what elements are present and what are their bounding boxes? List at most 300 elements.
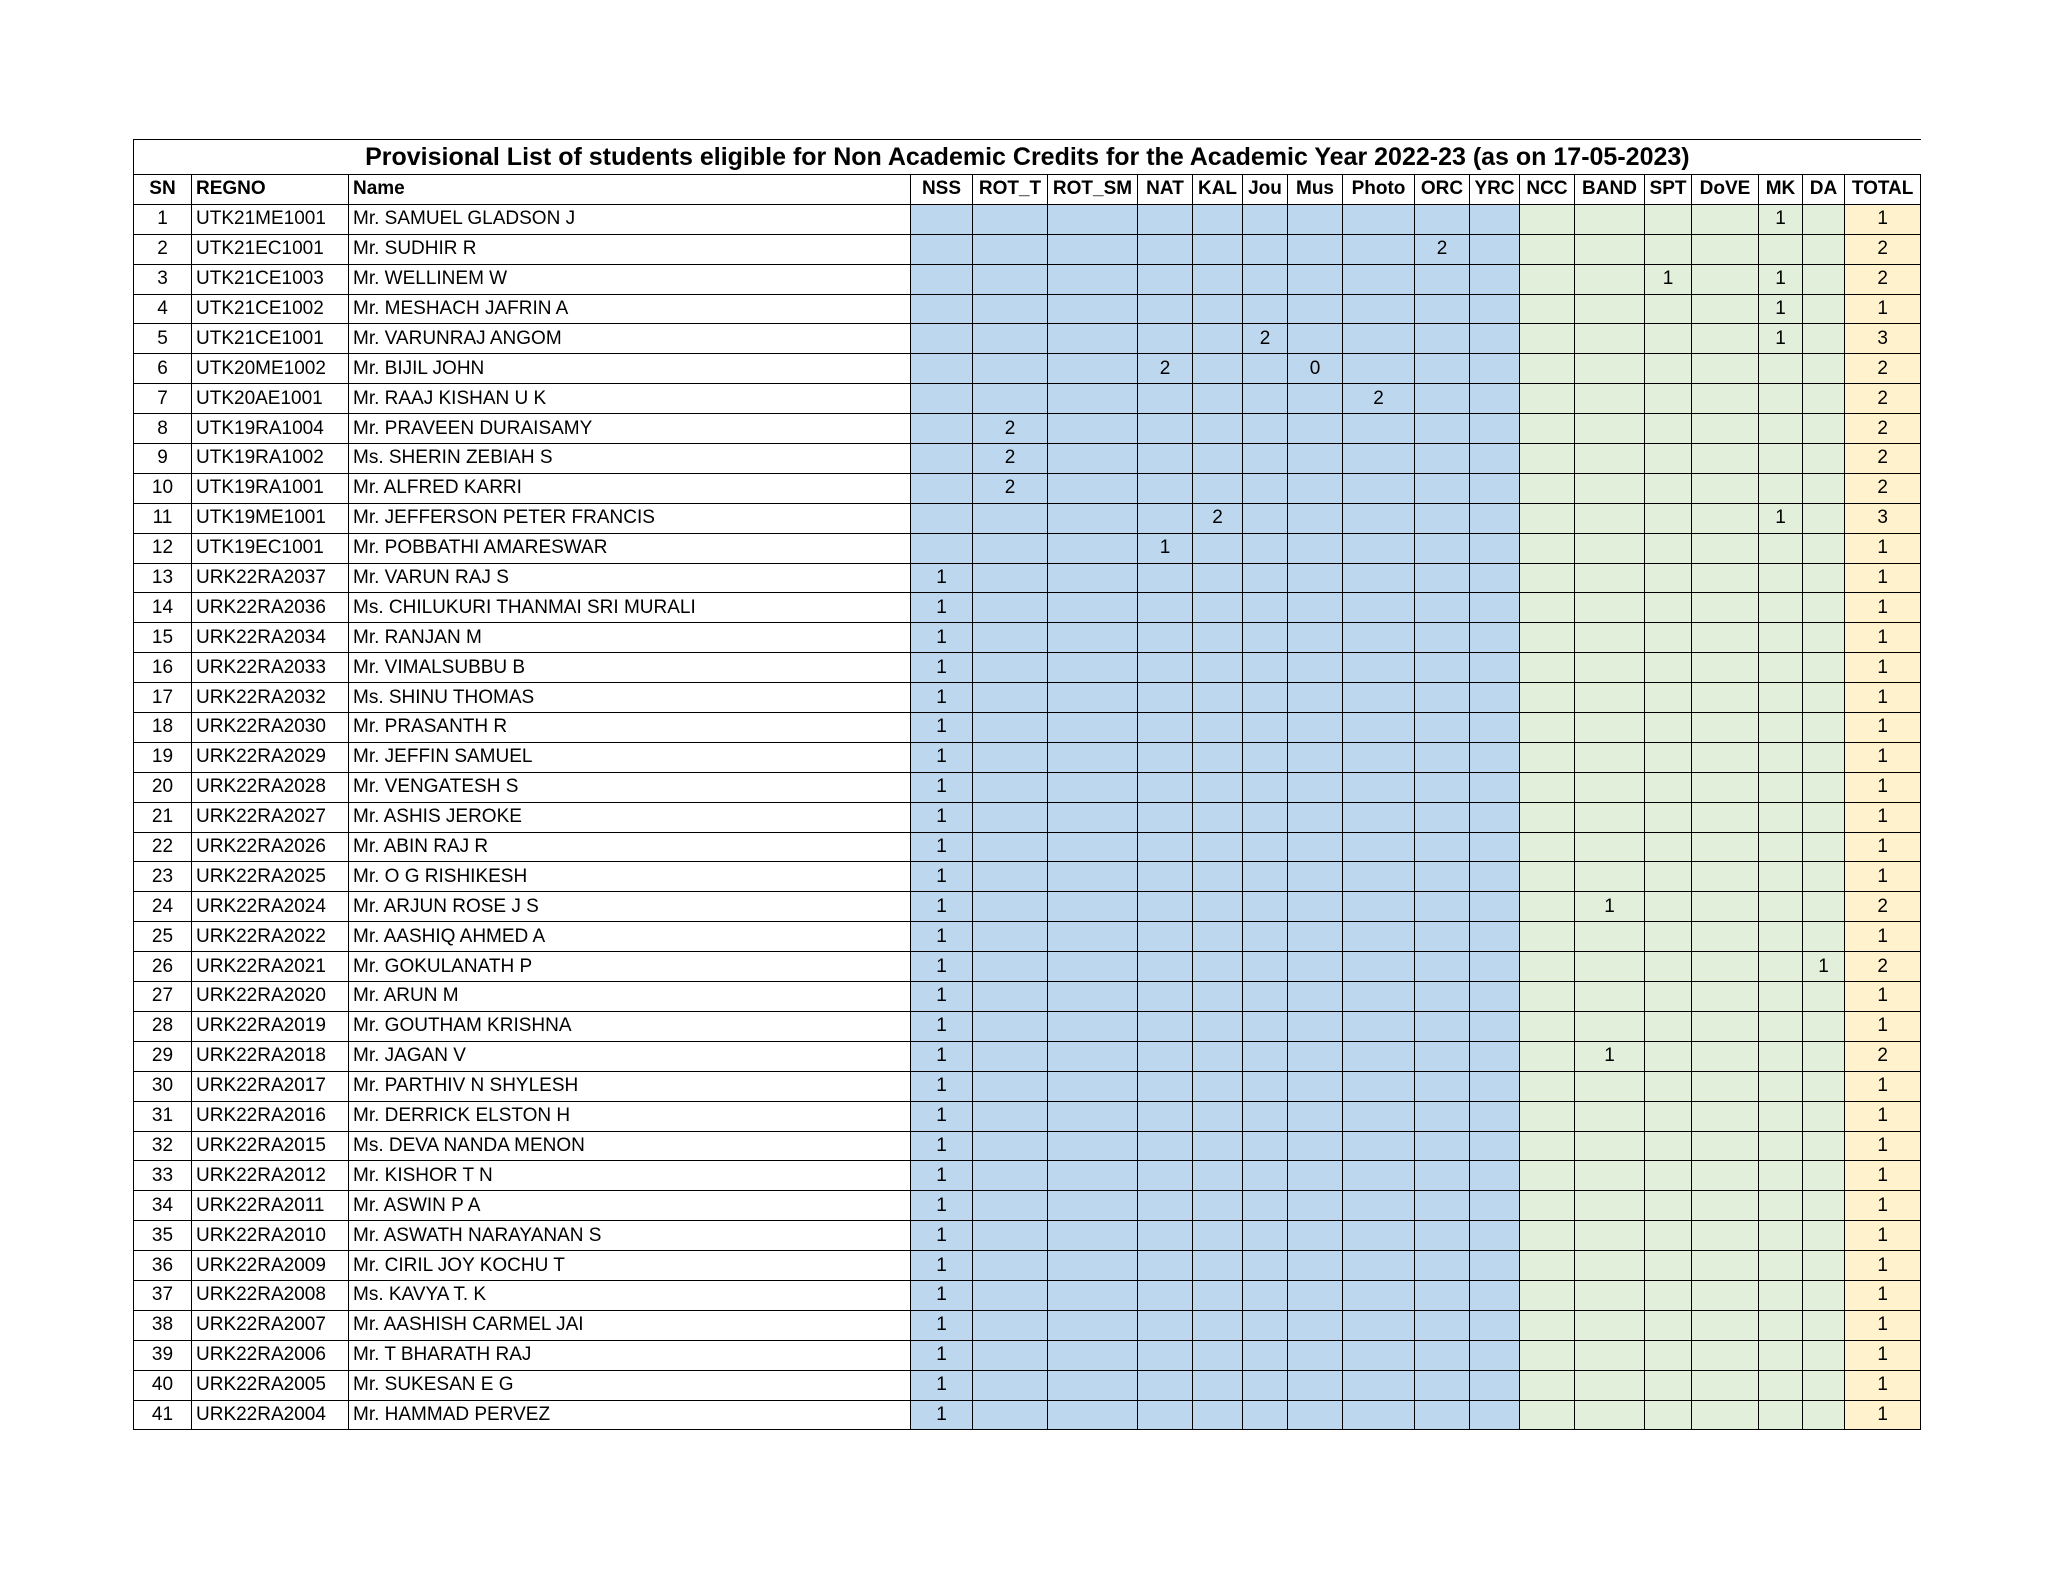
- cell-band: [1575, 264, 1645, 294]
- cell-photo: [1343, 653, 1415, 683]
- cell-da: [1803, 862, 1845, 892]
- cell-photo: [1343, 354, 1415, 384]
- cell-mk: [1759, 742, 1803, 772]
- cell-orc: [1415, 922, 1470, 952]
- cell-name: Mr. GOUTHAM KRISHNA: [349, 1011, 911, 1041]
- cell-band: [1575, 1370, 1645, 1400]
- cell-rot-t: [973, 862, 1048, 892]
- cell-photo: [1343, 593, 1415, 623]
- cell-da: [1803, 713, 1845, 743]
- cell-ncc: [1520, 593, 1575, 623]
- cell-spt: [1645, 294, 1692, 324]
- cell-da: [1803, 892, 1845, 922]
- cell-rot-sm: [1048, 593, 1138, 623]
- cell-nat: [1138, 713, 1193, 743]
- cell-rot-sm: [1048, 354, 1138, 384]
- cell-nss: 1: [911, 1101, 973, 1131]
- cell-mk: [1759, 772, 1803, 802]
- cell-rot-sm: [1048, 623, 1138, 653]
- cell-regno: UTK20ME1002: [192, 354, 349, 384]
- column-header-spt: SPT: [1645, 175, 1692, 205]
- cell-nat: [1138, 892, 1193, 922]
- cell-total: 1: [1845, 982, 1921, 1012]
- cell-yrc: [1470, 414, 1520, 444]
- cell-da: [1803, 832, 1845, 862]
- cell-kal: [1193, 294, 1243, 324]
- cell-da: [1803, 1101, 1845, 1131]
- cell-photo: [1343, 922, 1415, 952]
- cell-rot-sm: [1048, 503, 1138, 533]
- cell-dove: [1692, 1191, 1759, 1221]
- cell-jou: [1243, 1041, 1288, 1071]
- cell-spt: [1645, 473, 1692, 503]
- cell-jou: [1243, 1161, 1288, 1191]
- cell-regno: URK22RA2029: [192, 742, 349, 772]
- cell-yrc: [1470, 862, 1520, 892]
- cell-mk: 1: [1759, 294, 1803, 324]
- cell-mus: [1288, 473, 1343, 503]
- cell-spt: [1645, 384, 1692, 414]
- cell-total: 1: [1845, 1101, 1921, 1131]
- cell-kal: [1193, 1370, 1243, 1400]
- cell-total: 3: [1845, 324, 1921, 354]
- cell-da: [1803, 802, 1845, 832]
- cell-sn: 27: [134, 982, 192, 1012]
- cell-spt: [1645, 1041, 1692, 1071]
- cell-rot-t: [973, 1161, 1048, 1191]
- cell-mus: [1288, 653, 1343, 683]
- cell-kal: [1193, 1191, 1243, 1221]
- cell-photo: [1343, 1041, 1415, 1071]
- cell-name: Mr. VARUNRAJ ANGOM: [349, 324, 911, 354]
- cell-ncc: [1520, 892, 1575, 922]
- cell-total: 1: [1845, 713, 1921, 743]
- table-row: [134, 1251, 1921, 1281]
- cell-kal: [1193, 563, 1243, 593]
- cell-total: 2: [1845, 444, 1921, 474]
- cell-jou: [1243, 1191, 1288, 1221]
- cell-dove: [1692, 1280, 1759, 1310]
- cell-rot-t: [973, 1101, 1048, 1131]
- cell-rot-t: [973, 593, 1048, 623]
- cell-total: 1: [1845, 742, 1921, 772]
- cell-rot-t: 2: [973, 444, 1048, 474]
- cell-nss: [911, 204, 973, 234]
- cell-spt: [1645, 1131, 1692, 1161]
- cell-nat: [1138, 1011, 1193, 1041]
- cell-nss: 1: [911, 892, 973, 922]
- cell-rot-t: [973, 952, 1048, 982]
- cell-kal: [1193, 653, 1243, 683]
- cell-yrc: [1470, 264, 1520, 294]
- cell-yrc: [1470, 772, 1520, 802]
- cell-photo: [1343, 1191, 1415, 1221]
- column-header-kal: KAL: [1193, 175, 1243, 205]
- cell-yrc: [1470, 324, 1520, 354]
- cell-rot-t: [973, 384, 1048, 414]
- cell-regno: UTK19RA1002: [192, 444, 349, 474]
- cell-jou: [1243, 892, 1288, 922]
- cell-sn: 20: [134, 772, 192, 802]
- cell-nat: [1138, 862, 1193, 892]
- cell-nss: 1: [911, 623, 973, 653]
- cell-jou: [1243, 1251, 1288, 1281]
- table-row: [134, 1310, 1921, 1340]
- table-row: [134, 952, 1921, 982]
- cell-nss: [911, 264, 973, 294]
- cell-name: Mr. O G RISHIKESH: [349, 862, 911, 892]
- cell-yrc: [1470, 623, 1520, 653]
- cell-name: Mr. ABIN RAJ R: [349, 832, 911, 862]
- cell-jou: [1243, 1400, 1288, 1430]
- cell-da: [1803, 1191, 1845, 1221]
- cell-spt: [1645, 1071, 1692, 1101]
- cell-spt: [1645, 1251, 1692, 1281]
- table-row: [134, 1340, 1921, 1370]
- cell-jou: [1243, 952, 1288, 982]
- cell-band: [1575, 503, 1645, 533]
- cell-regno: UTK21EC1001: [192, 234, 349, 264]
- cell-mus: [1288, 1221, 1343, 1251]
- cell-kal: [1193, 384, 1243, 414]
- cell-kal: [1193, 713, 1243, 743]
- cell-da: [1803, 234, 1845, 264]
- cell-band: [1575, 294, 1645, 324]
- cell-nat: [1138, 1161, 1193, 1191]
- cell-regno: URK22RA2016: [192, 1101, 349, 1131]
- cell-spt: [1645, 892, 1692, 922]
- cell-regno: URK22RA2027: [192, 802, 349, 832]
- cell-regno: UTK19ME1001: [192, 503, 349, 533]
- cell-da: [1803, 503, 1845, 533]
- column-header-nat: NAT: [1138, 175, 1193, 205]
- cell-jou: [1243, 414, 1288, 444]
- cell-mus: 0: [1288, 354, 1343, 384]
- table-row: [134, 832, 1921, 862]
- column-header-photo: Photo: [1343, 175, 1415, 205]
- cell-spt: [1645, 1161, 1692, 1191]
- cell-ncc: [1520, 802, 1575, 832]
- cell-kal: [1193, 264, 1243, 294]
- cell-ncc: [1520, 1251, 1575, 1281]
- cell-spt: [1645, 503, 1692, 533]
- cell-regno: UTK21ME1001: [192, 204, 349, 234]
- cell-rot-t: [973, 1400, 1048, 1430]
- cell-sn: 9: [134, 444, 192, 474]
- cell-rot-t: [973, 653, 1048, 683]
- cell-photo: [1343, 294, 1415, 324]
- cell-ncc: [1520, 1191, 1575, 1221]
- cell-photo: [1343, 234, 1415, 264]
- cell-jou: [1243, 384, 1288, 414]
- cell-jou: [1243, 294, 1288, 324]
- cell-photo: [1343, 772, 1415, 802]
- cell-dove: [1692, 414, 1759, 444]
- cell-orc: [1415, 1251, 1470, 1281]
- column-header-name: Name: [349, 175, 911, 205]
- cell-rot-t: [973, 1310, 1048, 1340]
- cell-ncc: [1520, 1310, 1575, 1340]
- cell-jou: [1243, 922, 1288, 952]
- cell-mus: [1288, 623, 1343, 653]
- cell-yrc: [1470, 1191, 1520, 1221]
- cell-orc: 2: [1415, 234, 1470, 264]
- cell-yrc: [1470, 683, 1520, 713]
- cell-regno: URK22RA2017: [192, 1071, 349, 1101]
- cell-band: [1575, 473, 1645, 503]
- cell-nss: 1: [911, 593, 973, 623]
- cell-rot-sm: [1048, 802, 1138, 832]
- cell-ncc: [1520, 563, 1575, 593]
- cell-da: [1803, 982, 1845, 1012]
- cell-da: [1803, 1161, 1845, 1191]
- cell-yrc: [1470, 653, 1520, 683]
- cell-kal: [1193, 1041, 1243, 1071]
- cell-photo: [1343, 1011, 1415, 1041]
- cell-jou: [1243, 862, 1288, 892]
- cell-band: [1575, 982, 1645, 1012]
- cell-regno: URK22RA2009: [192, 1251, 349, 1281]
- cell-total: 1: [1845, 1280, 1921, 1310]
- cell-nss: 1: [911, 1071, 973, 1101]
- cell-nat: [1138, 683, 1193, 713]
- cell-da: [1803, 683, 1845, 713]
- cell-orc: [1415, 1071, 1470, 1101]
- cell-ncc: [1520, 384, 1575, 414]
- cell-yrc: [1470, 922, 1520, 952]
- cell-jou: [1243, 772, 1288, 802]
- header-row: [134, 175, 1921, 205]
- cell-jou: [1243, 1340, 1288, 1370]
- cell-dove: [1692, 952, 1759, 982]
- cell-regno: URK22RA2020: [192, 982, 349, 1012]
- table-row: [134, 683, 1921, 713]
- cell-rot-sm: [1048, 772, 1138, 802]
- cell-jou: [1243, 1101, 1288, 1131]
- cell-ncc: [1520, 1101, 1575, 1131]
- cell-mk: [1759, 1131, 1803, 1161]
- cell-band: [1575, 324, 1645, 354]
- cell-jou: [1243, 713, 1288, 743]
- cell-mk: [1759, 683, 1803, 713]
- cell-kal: [1193, 1071, 1243, 1101]
- cell-total: 1: [1845, 922, 1921, 952]
- cell-mk: [1759, 862, 1803, 892]
- cell-name: Ms. SHERIN ZEBIAH S: [349, 444, 911, 474]
- cell-jou: [1243, 234, 1288, 264]
- cell-dove: [1692, 1400, 1759, 1430]
- cell-nss: [911, 473, 973, 503]
- cell-spt: [1645, 713, 1692, 743]
- cell-band: [1575, 1221, 1645, 1251]
- table-row: [134, 623, 1921, 653]
- table-row: [134, 354, 1921, 384]
- cell-nss: 1: [911, 1310, 973, 1340]
- cell-nat: [1138, 1370, 1193, 1400]
- cell-dove: [1692, 1011, 1759, 1041]
- cell-ncc: [1520, 264, 1575, 294]
- cell-total: 1: [1845, 294, 1921, 324]
- cell-jou: [1243, 1071, 1288, 1101]
- cell-spt: [1645, 653, 1692, 683]
- cell-nat: [1138, 1131, 1193, 1161]
- cell-kal: [1193, 832, 1243, 862]
- cell-orc: [1415, 444, 1470, 474]
- cell-kal: [1193, 862, 1243, 892]
- cell-sn: 26: [134, 952, 192, 982]
- table-row: [134, 563, 1921, 593]
- cell-rot-t: [973, 1131, 1048, 1161]
- cell-da: [1803, 473, 1845, 503]
- cell-da: [1803, 1310, 1845, 1340]
- cell-dove: [1692, 473, 1759, 503]
- cell-band: [1575, 1071, 1645, 1101]
- cell-kal: [1193, 1221, 1243, 1251]
- cell-regno: UTK21CE1001: [192, 324, 349, 354]
- cell-kal: [1193, 234, 1243, 264]
- cell-orc: [1415, 1310, 1470, 1340]
- cell-ncc: [1520, 772, 1575, 802]
- cell-band: [1575, 1101, 1645, 1131]
- cell-nss: 1: [911, 862, 973, 892]
- table-row: [134, 862, 1921, 892]
- cell-mk: [1759, 982, 1803, 1012]
- cell-regno: URK22RA2026: [192, 832, 349, 862]
- cell-mus: [1288, 1340, 1343, 1370]
- cell-name: Mr. ASWIN P A: [349, 1191, 911, 1221]
- cell-sn: 29: [134, 1041, 192, 1071]
- cell-nat: [1138, 922, 1193, 952]
- cell-total: 1: [1845, 1011, 1921, 1041]
- cell-da: [1803, 593, 1845, 623]
- cell-regno: UTK19RA1004: [192, 414, 349, 444]
- cell-sn: 24: [134, 892, 192, 922]
- cell-spt: [1645, 1221, 1692, 1251]
- cell-total: 1: [1845, 563, 1921, 593]
- cell-da: [1803, 1340, 1845, 1370]
- cell-spt: [1645, 444, 1692, 474]
- cell-jou: [1243, 444, 1288, 474]
- cell-kal: [1193, 473, 1243, 503]
- cell-mus: [1288, 1011, 1343, 1041]
- cell-photo: [1343, 623, 1415, 653]
- cell-total: 2: [1845, 892, 1921, 922]
- cell-yrc: [1470, 1340, 1520, 1370]
- cell-nss: 1: [911, 1251, 973, 1281]
- cell-ncc: [1520, 1161, 1575, 1191]
- cell-regno: URK22RA2033: [192, 653, 349, 683]
- cell-photo: [1343, 1280, 1415, 1310]
- cell-rot-t: [973, 1191, 1048, 1221]
- cell-ncc: [1520, 533, 1575, 563]
- cell-jou: [1243, 593, 1288, 623]
- cell-photo: 2: [1343, 384, 1415, 414]
- cell-rot-t: 2: [973, 414, 1048, 444]
- cell-rot-t: [973, 742, 1048, 772]
- cell-photo: [1343, 264, 1415, 294]
- cell-mk: [1759, 892, 1803, 922]
- cell-total: 1: [1845, 1251, 1921, 1281]
- cell-sn: 12: [134, 533, 192, 563]
- cell-mus: [1288, 503, 1343, 533]
- cell-sn: 18: [134, 713, 192, 743]
- cell-total: 2: [1845, 354, 1921, 384]
- cell-rot-t: [973, 772, 1048, 802]
- cell-kal: [1193, 802, 1243, 832]
- cell-spt: 1: [1645, 264, 1692, 294]
- cell-ncc: [1520, 473, 1575, 503]
- cell-mus: [1288, 922, 1343, 952]
- cell-rot-t: [973, 982, 1048, 1012]
- cell-yrc: [1470, 892, 1520, 922]
- cell-orc: [1415, 264, 1470, 294]
- cell-dove: [1692, 503, 1759, 533]
- table-row: [134, 1280, 1921, 1310]
- cell-band: [1575, 1251, 1645, 1281]
- cell-sn: 21: [134, 802, 192, 832]
- cell-name: Mr. JEFFERSON PETER FRANCIS: [349, 503, 911, 533]
- cell-nss: 1: [911, 1221, 973, 1251]
- cell-mk: [1759, 1221, 1803, 1251]
- cell-name: Mr. PARTHIV N SHYLESH: [349, 1071, 911, 1101]
- cell-nss: [911, 533, 973, 563]
- cell-ncc: [1520, 1280, 1575, 1310]
- cell-sn: 33: [134, 1161, 192, 1191]
- cell-yrc: [1470, 234, 1520, 264]
- cell-orc: [1415, 503, 1470, 533]
- cell-orc: [1415, 1041, 1470, 1071]
- cell-yrc: [1470, 1131, 1520, 1161]
- cell-mus: [1288, 1071, 1343, 1101]
- cell-sn: 6: [134, 354, 192, 384]
- cell-mus: [1288, 1041, 1343, 1071]
- cell-total: 3: [1845, 503, 1921, 533]
- cell-name: Mr. DERRICK ELSTON H: [349, 1101, 911, 1131]
- column-header-total: TOTAL: [1845, 175, 1921, 205]
- cell-sn: 22: [134, 832, 192, 862]
- cell-name: Mr. BIJIL JOHN: [349, 354, 911, 384]
- cell-ncc: [1520, 1071, 1575, 1101]
- cell-regno: URK22RA2005: [192, 1370, 349, 1400]
- cell-orc: [1415, 1191, 1470, 1221]
- cell-jou: [1243, 563, 1288, 593]
- cell-photo: [1343, 1161, 1415, 1191]
- cell-rot-t: [973, 832, 1048, 862]
- cell-rot-t: [973, 1071, 1048, 1101]
- cell-name: Ms. DEVA NANDA MENON: [349, 1131, 911, 1161]
- cell-dove: [1692, 1370, 1759, 1400]
- cell-nss: 1: [911, 1370, 973, 1400]
- cell-regno: URK22RA2012: [192, 1161, 349, 1191]
- cell-dove: [1692, 1251, 1759, 1281]
- cell-rot-t: [973, 1041, 1048, 1071]
- cell-yrc: [1470, 563, 1520, 593]
- cell-spt: [1645, 1280, 1692, 1310]
- cell-mus: [1288, 1251, 1343, 1281]
- cell-band: [1575, 683, 1645, 713]
- cell-total: 2: [1845, 952, 1921, 982]
- cell-da: [1803, 414, 1845, 444]
- cell-total: 1: [1845, 862, 1921, 892]
- cell-mus: [1288, 982, 1343, 1012]
- cell-orc: [1415, 982, 1470, 1012]
- cell-spt: [1645, 922, 1692, 952]
- cell-regno: URK22RA2032: [192, 683, 349, 713]
- cell-photo: [1343, 892, 1415, 922]
- cell-sn: 3: [134, 264, 192, 294]
- cell-ncc: [1520, 623, 1575, 653]
- cell-name: Mr. ARJUN ROSE J S: [349, 892, 911, 922]
